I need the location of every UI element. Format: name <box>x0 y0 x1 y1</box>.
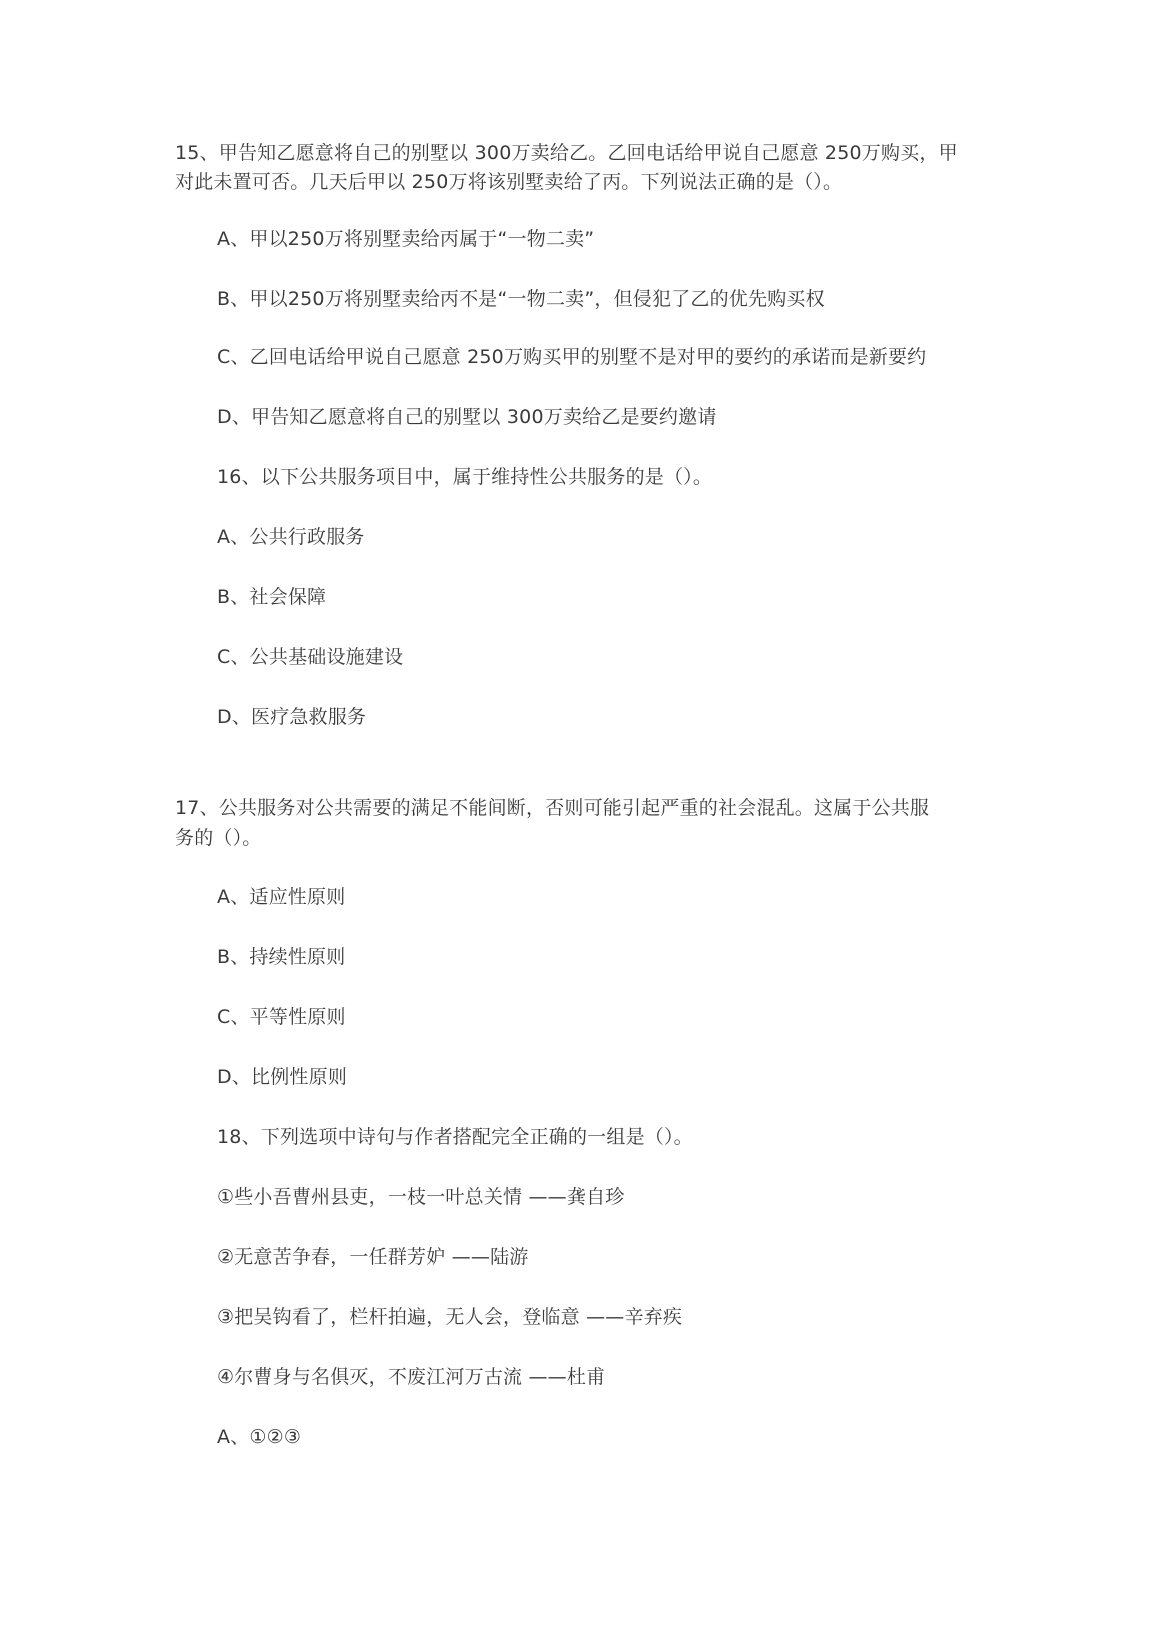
question-17-option-b: B、持续性原则 <box>217 946 346 968</box>
question-17-stem-line-1: 17、公共服务对公共需要的满足不能间断，否则可能引起严重的社会混乱。这属于公共服 <box>175 797 930 819</box>
question-15-option-d: D、甲告知乙愿意将自己的别墅以 300万卖给乙是要约邀请 <box>217 406 717 428</box>
question-17-stem-line-2: 务的（）。 <box>175 827 262 849</box>
question-18-item-1: ①些小吾曹州县吏，一枝一叶总关情 ——龚自珍 <box>217 1186 625 1208</box>
question-15-stem-line-1: 15、甲告知乙愿意将自己的别墅以 300万卖给乙。乙回电话给甲说自己愿意 250万购买，甲 <box>175 142 958 164</box>
question-16-option-d: D、医疗急救服务 <box>217 706 367 728</box>
question-18-stem: 18、下列选项中诗句与作者搭配完全正确的一组是（）。 <box>217 1126 693 1148</box>
question-15-option-a: A、甲以250万将别墅卖给丙属于“一物二卖” <box>217 228 595 250</box>
question-17-option-a: A、适应性原则 <box>217 886 346 908</box>
question-18-item-3: ③把吴钩看了，栏杆拍遍，无人会，登临意 ——辛弃疾 <box>217 1306 683 1328</box>
question-17-option-d: D、比例性原则 <box>217 1066 348 1088</box>
question-16-option-b: B、社会保障 <box>217 586 327 608</box>
question-15-option-b: B、甲以250万将别墅卖给丙不是“一物二卖”，但侵犯了乙的优先购买权 <box>217 288 825 310</box>
question-18-item-4: ④尔曹身与名俱灭，不废江河万古流 ——杜甫 <box>217 1366 606 1388</box>
question-15-option-c: C、乙回电话给甲说自己愿意 250万购买甲的别墅不是对甲的要约的承诺而是新要约 <box>217 346 927 368</box>
question-16-stem: 16、以下公共服务项目中，属于维持性公共服务的是（）。 <box>217 466 713 488</box>
question-16-option-a: A、公共行政服务 <box>217 526 365 548</box>
question-18-option-a: A、①②③ <box>217 1426 302 1448</box>
question-16-option-c: C、公共基础设施建设 <box>217 646 404 668</box>
question-15-stem-line-2: 对此未置可否。几天后甲以 250万将该别墅卖给了丙。下列说法正确的是（）。 <box>175 171 843 193</box>
question-18-item-2: ②无意苦争春，一任群芳妒 ——陆游 <box>217 1246 529 1268</box>
question-17-option-c: C、平等性原则 <box>217 1006 346 1028</box>
